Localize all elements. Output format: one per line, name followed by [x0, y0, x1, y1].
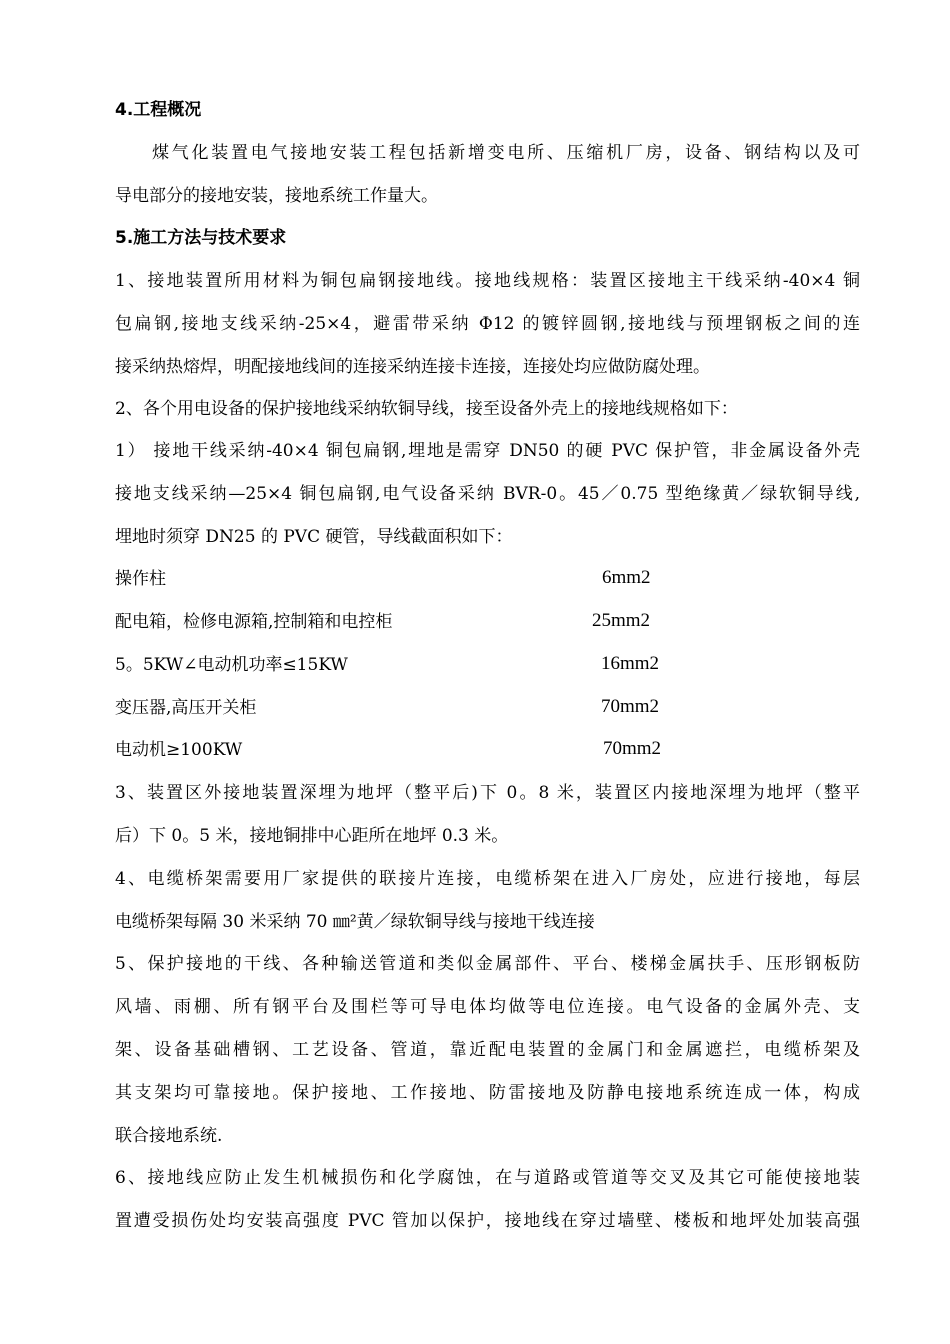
spec-row-name: 操作柱: [115, 569, 166, 589]
section-4-paragraph-line: 导电部分的接地安装，接地系统工作量大。: [115, 186, 438, 206]
section-4-title: 4.工程概况: [115, 100, 202, 120]
item-5-line: 架、设备基础槽钢、工艺设备、管道，靠近配电装置的金属门和金属遮拦，电缆桥架及: [115, 1040, 860, 1060]
item-5-line: 其支架均可靠接地。保护接地、工作接地、防雷接地及防静电接地系统连成一体，构成: [115, 1083, 860, 1103]
spec-row-name: 变压器,高压开关柜: [115, 698, 257, 718]
item-4-line: 电缆桥架每隔 30 米采纳 70 ㎜²黄／绿软铜导线与接地干线连接: [115, 912, 595, 932]
spec-row-name: 电动机≥100KW: [115, 740, 243, 760]
item-3-line: 后）下 0。5 米，接地铜排中心距所在地坪 0.3 米。: [115, 826, 509, 846]
item-5-line: 5、保护接地的干线、各种输送管道和类似金属部件、平台、楼梯金属扶手、压形钢板防: [115, 954, 860, 974]
item-1-line: 接采纳热熔焊，明配接地线间的连接采纳连接卡连接，连接处均应做防腐处理。: [115, 357, 710, 377]
spec-row-value: 25mm2: [592, 610, 651, 631]
item-3-line: 3、装置区外接地装置深埋为地坪（整平后)下 0。8 米，装置区内接地深埋为地坪（整平: [115, 783, 860, 803]
item-5-line: 联合接地系统.: [115, 1126, 223, 1146]
spec-row-name: 5。5KW∠电动机功率≤15KW: [115, 655, 348, 675]
item-1-line: 1、接地装置所用材料为铜包扁钢接地线。接地线规格：装置区接地主干线采纳-40×4 铜: [115, 271, 860, 291]
item-6-line: 置遭受损伤处均安装高强度 PVC 管加以保护，接地线在穿过墙壁、楼板和地坪处加装高强: [115, 1211, 860, 1231]
item-6-line: 6、接地线应防止发生机械损伤和化学腐蚀，在与道路或管道等交叉及其它可能使接地装: [115, 1168, 860, 1188]
item-2a-line: 1） 接地干线采纳-40×4 铜包扁钢,埋地是需穿 DN50 的硬 PVC 保护管，非金属设备外壳: [115, 441, 860, 461]
spec-row-value: 16mm2: [601, 653, 660, 674]
spec-row-value: 6mm2: [602, 567, 651, 588]
spec-row-name: 配电箱，检修电源箱,控制箱和电控柜: [115, 612, 393, 632]
section-4-paragraph-line: 煤气化装置电气接地安装工程包括新增变电所、压缩机厂房，设备、钢结构以及可: [152, 143, 860, 163]
item-2a-line: 接地支线采纳—25×4 铜包扁钢,电气设备采纳 BVR-0。45／0.75 型绝缘黄／绿软铜导线,: [115, 484, 860, 504]
section-5-title: 5.施工方法与技术要求: [115, 228, 287, 248]
item-2a-line: 埋地时须穿 DN25 的 PVC 硬管，导线截面积如下：: [115, 527, 513, 547]
item-4-line: 4、电缆桥架需要用厂家提供的联接片连接，电缆桥架在进入厂房处，应进行接地，每层: [115, 869, 860, 889]
spec-row-value: 70mm2: [601, 696, 660, 717]
spec-row-value: 70mm2: [603, 738, 662, 759]
item-5-line: 风墙、雨棚、所有钢平台及围栏等可导电体均做等电位连接。电气设备的金属外壳、支: [115, 997, 860, 1017]
item-2-line: 2、各个用电设备的保护接地线采纳软铜导线，接至设备外壳上的接地线规格如下：: [115, 399, 738, 419]
item-1-line: 包扁钢,接地支线采纳-25×4，避雷带采纳 Φ12 的镀锌圆钢,接地线与预埋钢板之间的连: [115, 314, 860, 334]
